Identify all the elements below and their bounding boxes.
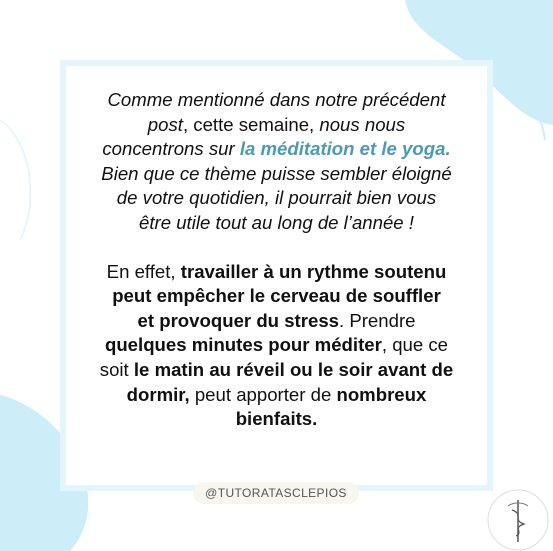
body-line-6 [66, 383, 487, 408]
intro-line-5: de votre quotidien, il pourrait bien vous [116, 187, 437, 209]
body-prendre: . Prendre [339, 309, 416, 331]
body-nombreux: nombreux [336, 383, 427, 405]
main-text [66, 88, 487, 432]
body-line-1 [66, 260, 487, 285]
body-soit: soit [99, 358, 134, 380]
intro-line-2 [66, 113, 487, 138]
intro-line-4: Bien que ce thème puisse sembler éloigné [101, 162, 452, 184]
body-bold-4: quelques minutes pour méditer [104, 334, 382, 356]
intro-line-6: être utile tout au long de l’année ! [139, 211, 414, 233]
body-bold-5: le matin au réveil ou le soir avant de [133, 358, 454, 380]
paragraph-intro [66, 88, 487, 236]
highlight-topic: la méditation et le yoga. [239, 138, 451, 160]
intro-week: , cette semaine, [182, 113, 320, 135]
body-apporter: peut apporter de [189, 383, 337, 405]
body-dormir: dormir, [126, 383, 190, 405]
intro-line-3 [66, 137, 487, 162]
left-curve-line [0, 120, 30, 240]
intro-nous: nous nous [319, 113, 406, 135]
body-bold-3: et provoquer du stress [137, 309, 339, 331]
body-line-4 [66, 333, 487, 358]
paragraph-body [66, 260, 487, 432]
body-line-7: bienfaits. [235, 408, 318, 430]
body-line-3 [66, 309, 487, 334]
body-que-ce: , que ce [381, 334, 449, 356]
asclepios-seal-logo [478, 470, 553, 551]
body-line-5 [66, 358, 487, 383]
intro-concentrons: concentrons sur [102, 138, 240, 160]
social-handle-badge: @TUTORATASCLEPIOS [193, 482, 359, 504]
intro-line-1: Comme mentionné dans notre précédent [107, 89, 446, 110]
body-line-2: peut empêcher le cerveau de souffler [112, 285, 441, 307]
body-effet: En effet, [106, 260, 181, 282]
body-bold-1: travailler à un rythme soutenu [180, 260, 447, 282]
intro-post: post [147, 113, 183, 135]
